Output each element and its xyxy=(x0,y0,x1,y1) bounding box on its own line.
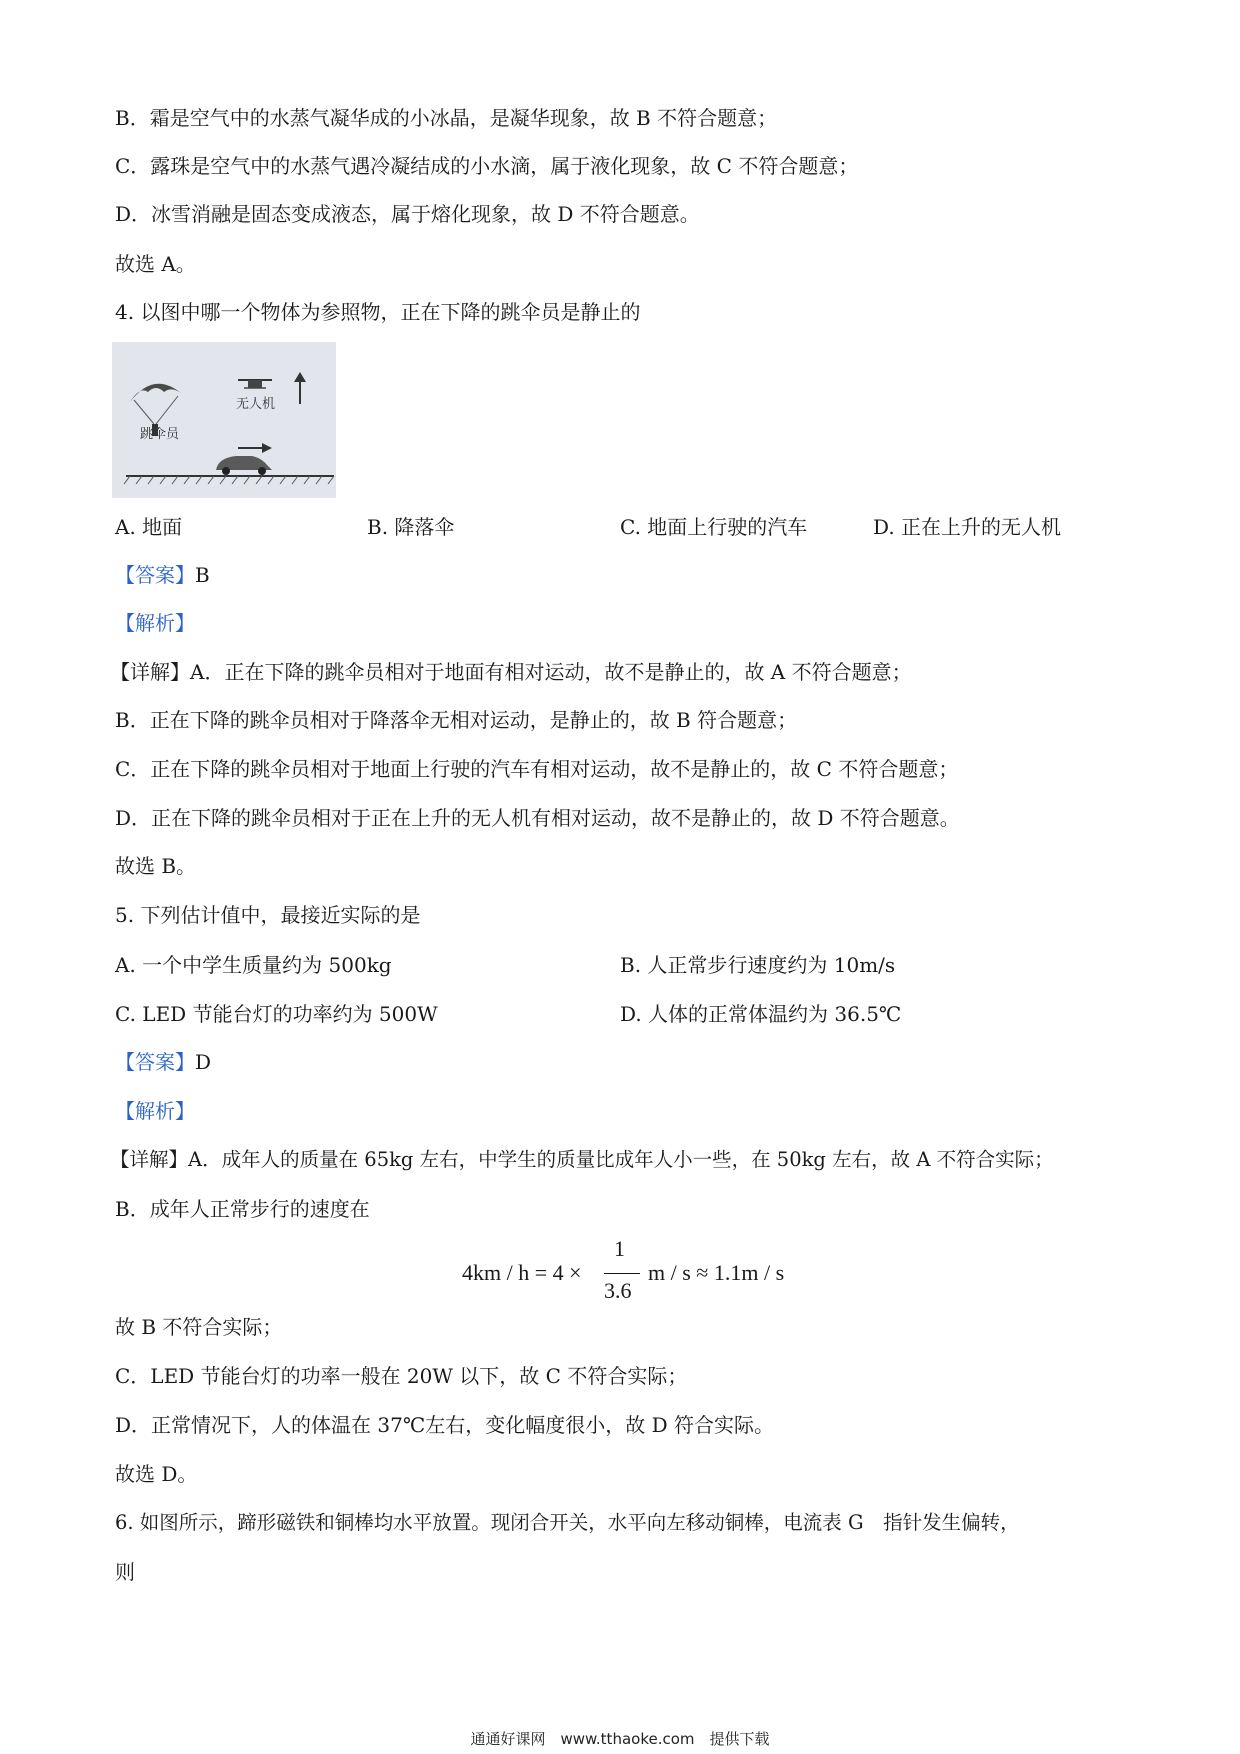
q4-option-d: D. 正在上升的无人机 xyxy=(873,515,1062,539)
q4-option-b: B. 降落伞 xyxy=(367,515,455,539)
analysis-tag: 【解析】 xyxy=(115,1099,195,1123)
drone-label: 无人机 xyxy=(236,397,276,412)
formula-numerator: 1 xyxy=(614,1236,625,1261)
q3-option-b-explanation: B．霜是空气中的水蒸气凝华成的小冰晶，是凝华现象，故 B 不符合题意； xyxy=(115,106,778,130)
q5-option-d: D. 人体的正常体温约为 36.5℃ xyxy=(620,1002,902,1026)
formula-lhs: 4km / h = 4 × xyxy=(462,1260,582,1285)
q3-option-d-explanation: D．冰雪消融是固态变成液态，属于熔化现象，故 D 不符合题意。 xyxy=(115,202,700,226)
analysis-tag: 【解析】 xyxy=(115,611,195,635)
q4-analysis xyxy=(115,609,195,637)
q5-detail-a: 【详解】A．成年人的质量在 65kg 左右，中学生的质量比成年人小一些，在 50kg 左右，故 A 不符合实际； xyxy=(110,1148,1054,1171)
answer-tag: 【答案】 xyxy=(115,563,195,587)
q5-option-c-explanation: C．LED 节能台灯的功率一般在 20W 以下，故 C 不符合实际； xyxy=(115,1364,688,1388)
q4-figure xyxy=(112,342,336,498)
q4-answer-value: B xyxy=(195,563,210,587)
q4-option-b-explanation: B．正在下降的跳伞员相对于降落伞无相对运动，是静止的，故 B 符合题意； xyxy=(115,708,798,732)
detail-tag: 【详解】 xyxy=(110,1148,189,1171)
q5-option-b-explanation: B．成年人正常步行的速度在 xyxy=(115,1197,370,1221)
q4-stem: 4. 以图中哪一个物体为参照物，正在下降的跳伞员是静止的 xyxy=(115,300,641,324)
q5-answer xyxy=(115,1048,211,1076)
q3-choice: 故选 A。 xyxy=(115,252,196,276)
q6-stem-continued: 则 xyxy=(115,1560,135,1584)
q4-option-d-explanation: D．正在下降的跳伞员相对于正在上升的无人机有相对运动，故不是静止的，故 D 不符合题意。 xyxy=(115,806,960,830)
q5-option-b-conclusion: 故 B 不符合实际； xyxy=(115,1315,283,1339)
speed-formula xyxy=(462,1236,802,1310)
q4-option-c: C. 地面上行驶的汽车 xyxy=(620,515,808,539)
q6-stem: 6. 如图所示，蹄形磁铁和铜棒均水平放置。现闭合开关，水平向左移动铜棒，电流表 G 指针发生偏转， xyxy=(115,1511,1020,1534)
parachutist-label: 跳伞员 xyxy=(140,427,180,442)
q4-figure-drawing xyxy=(112,342,336,498)
q4-detail-a: 【详解】A．正在下降的跳伞员相对于地面有相对运动，故不是静止的，故 A 不符合题意； xyxy=(110,660,912,684)
formula-denominator: 3.6 xyxy=(604,1278,632,1303)
fraction-bar xyxy=(604,1273,640,1274)
q3-option-c-explanation: C．露珠是空气中的水蒸气遇冷凝结成的小水滴，属于液化现象，故 C 不符合题意； xyxy=(115,154,859,178)
page-footer: 通通好课网 www.tthaoke.com 提供下载 xyxy=(470,1730,770,1748)
formula-rhs: m / s ≈ 1.1m / s xyxy=(648,1260,785,1285)
q4-answer xyxy=(115,561,210,589)
q5-option-a: A. 一个中学生质量约为 500kg xyxy=(115,953,392,977)
detail-tag: 【详解】 xyxy=(110,660,190,684)
q5-choice: 故选 D。 xyxy=(115,1462,198,1486)
q5-analysis xyxy=(115,1097,195,1125)
q5-option-c: C. LED 节能台灯的功率约为 500W xyxy=(115,1002,438,1026)
q4-option-a: A. 地面 xyxy=(115,515,183,539)
q5-answer-value: D xyxy=(195,1050,212,1074)
q5-option-d-explanation: D．正常情况下，人的体温在 37℃左右，变化幅度很小，故 D 符合实际。 xyxy=(115,1413,774,1437)
answer-tag: 【答案】 xyxy=(115,1050,195,1074)
q5-option-b: B. 人正常步行速度约为 10m/s xyxy=(620,953,896,977)
q4-option-c-explanation: C．正在下降的跳伞员相对于地面上行驶的汽车有相对运动，故不是静止的，故 C 不符合题意； xyxy=(115,757,959,781)
q4-choice: 故选 B。 xyxy=(115,854,197,878)
q5-stem: 5. 下列估计值中，最接近实际的是 xyxy=(115,903,421,927)
